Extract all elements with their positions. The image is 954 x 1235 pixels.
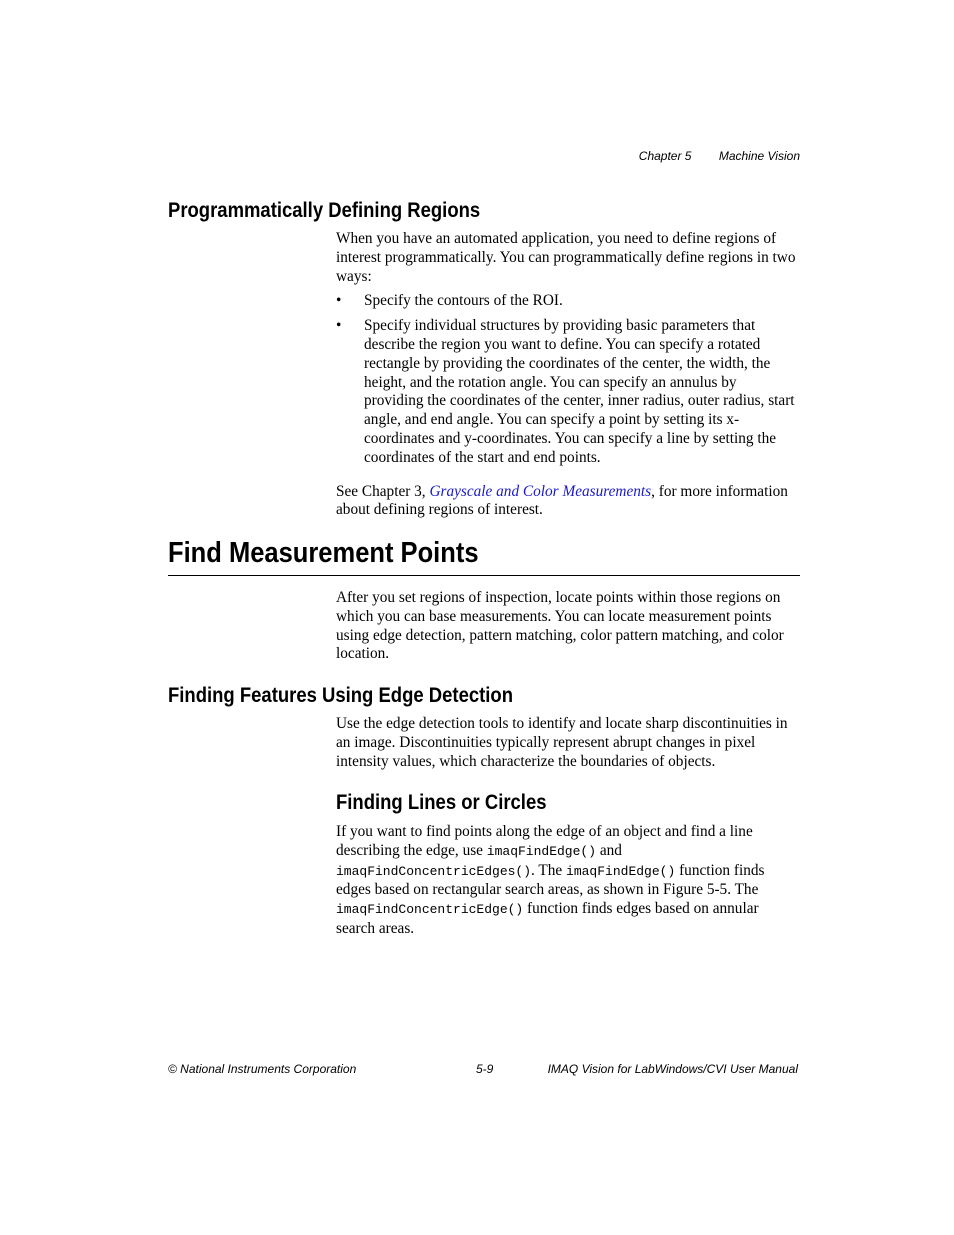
section3-body [336,715,798,771]
code-imaqfindedge: imaqFindEdge() [566,863,676,879]
footer-manual-title: IMAQ Vision for LabWindows/CVI User Manual [547,1062,798,1076]
chapter3-link[interactable]: Grayscale and Color Measurements [429,482,652,500]
section3-intro: Use the edge detection tools to identify and locate sharp discontinuities in an image. Discontinuities typically represent abrupt changes in pixel intensity values, which characterize the boundaries of objects. [336,715,788,770]
see-suffix: , for more information about defining regions of interest. [336,482,788,519]
bullet-text: Specify individual structures by providing basic parameters that describe the region you want to define. You can specify a rotated rectangle by providing the coordinates of the center, the width, the height, and the rotation angle. You can specify an annulus by providing the coordinates of the center, inner radius, outer radius, start angle, and end angle. You can specify a point by setting its x-coordinates and y-coordinates. You can specify a line by setting the coordinates of the start and end points. [364,317,795,466]
section2-body [336,589,798,664]
bullet-symbol: • [336,292,342,310]
footer-copyright: © National Instruments Corporation [168,1062,357,1076]
section1-intro: When you have an automated application, you need to define regions of interest programmatically. You can programmatically define regions in two ways: [336,230,796,285]
code-imaqfindconcentricedges: imaqFindConcentricEdges() [336,863,532,879]
heading-rule [168,575,800,576]
footer-page-number: 5-9 [476,1062,494,1076]
header-section: Machine Vision [718,149,800,163]
code-imaqfindconcentricedge: imaqFindConcentricEdge() [336,902,524,918]
section2-intro: After you set regions of inspection, locate points within those regions on which you can base measurements. You can locate measurement points using edge detection, pattern matching, color pattern matching, and color location. [336,589,784,663]
running-header [639,149,800,163]
list-item [336,317,798,467]
section4-paragraph [336,823,798,939]
text-run: function finds edges based on rectangular search areas, as shown in Figure 5-5. The [336,861,765,899]
bullet-text: Specify the contours of the ROI. [364,292,563,310]
heading-programmatically-defining-regions: Programmatically Defining Regions [168,199,481,222]
text-run: . The [531,861,567,879]
see-also-paragraph [336,483,798,521]
bullet-symbol: • [336,317,342,335]
ways-list [336,292,798,467]
text-run: function finds edges based on annular search areas. [336,900,759,937]
section4-body [336,823,798,939]
text-run: If you want to find points along the edge of an object and find a line describing the edge, use [336,823,753,859]
section1-body [336,230,798,520]
heading-finding-features-edge-detection: Finding Features Using Edge Detection [168,684,514,707]
code-imaqfindedge: imaqFindEdge() [486,843,597,859]
see-prefix: See Chapter 3, [336,482,430,500]
text-run: and [596,841,622,859]
heading-find-measurement-points: Find Measurement Points [168,537,479,569]
list-item [336,292,798,311]
header-chapter: Chapter 5 [638,149,692,163]
heading-finding-lines-or-circles: Finding Lines or Circles [336,791,547,814]
